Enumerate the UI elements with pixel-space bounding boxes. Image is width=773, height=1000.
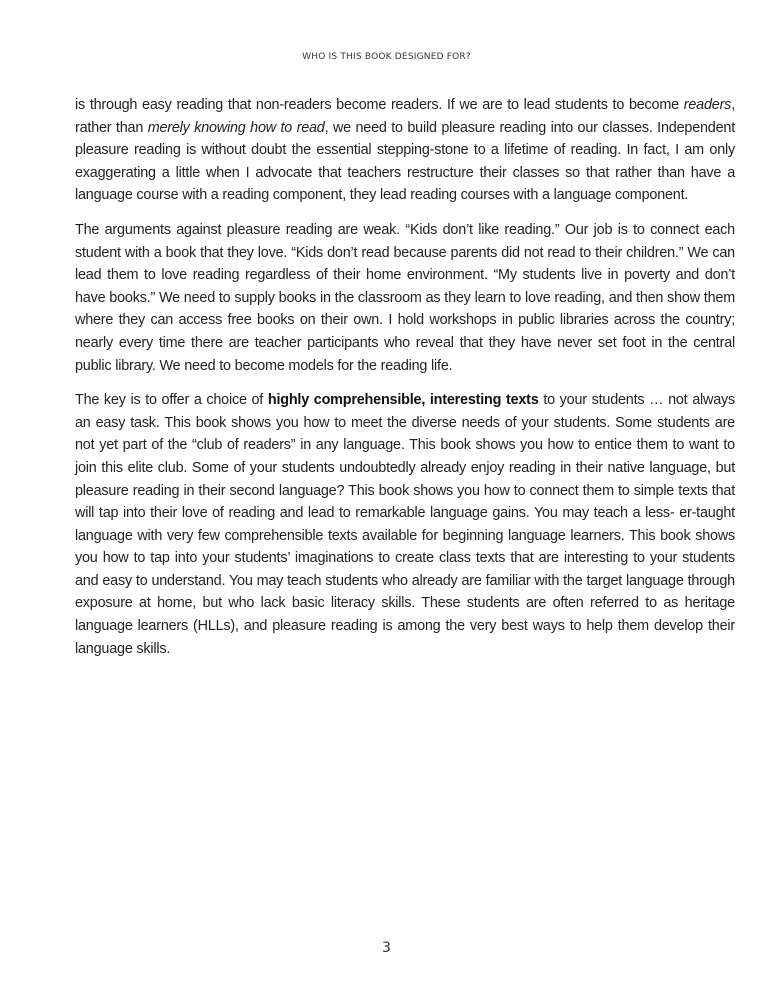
running-header: WHO IS THIS BOOK DESIGNED FOR? — [302, 52, 471, 62]
text-line — [75, 97, 735, 113]
text-run: rather than — [75, 119, 148, 136]
text-line — [75, 222, 735, 238]
text-run: , — [731, 97, 735, 113]
text-run: to as heritage language learners (HLLs), and pleasure reading is among the very best ways to help them — [75, 595, 735, 635]
text-run: nearly every time there are teacher participants who reveal that they have never set foot in the central — [75, 334, 735, 351]
paragraph — [75, 389, 735, 660]
text-line — [75, 312, 735, 328]
text-run: language course with a reading component, they lead reading courses with a language component. — [75, 187, 689, 204]
text-run: The arguments against pleasure reading are weak. “Kids don’t like reading.” Our job is to connect each — [75, 221, 735, 238]
text-run: your students and easy to understand. You may teach students who already are familiar with the target — [75, 550, 735, 589]
text-run: not yet part of the “club of readers” in any language. This book shows you how to entice them to want — [75, 437, 719, 454]
text-line — [75, 245, 735, 261]
text-run: public library. We need to become models for the reading life. — [75, 357, 453, 374]
text-line — [75, 392, 735, 408]
text-run: The key is to offer a choice of — [75, 392, 268, 409]
text-run: language through exposure at home, but who lack basic literacy skills. These students are often referred — [75, 572, 735, 612]
italic-text: merely knowing how to read — [147, 119, 325, 136]
text-run: lead them to love reading regardless of their home environment. “My students live in poverty and don’t — [75, 267, 735, 284]
text-line — [75, 290, 735, 306]
text-run: develop their language skills. — [75, 618, 735, 657]
text-run: , we need to build pleasure reading into our classes. Independent — [324, 119, 736, 136]
text-line — [75, 165, 735, 181]
text-line — [75, 187, 688, 203]
text-run: texts that will tap into their love of reading and lead to remarkable language gains. You may teach a less- — [75, 482, 735, 522]
text-line — [75, 142, 735, 158]
text-line — [75, 358, 452, 374]
text-run: exaggerating a little when I advocate that teachers restructure their classes so that rather than have a — [75, 164, 735, 181]
text-line — [75, 335, 735, 351]
text-run: is through easy reading that non-readers become readers. If we are to lead students to become — [75, 97, 684, 113]
text-run: where they can access free books on their own. I hold workshops in public libraries across the country; — [75, 312, 735, 329]
text-run: to your students … not always — [538, 392, 735, 409]
text-line — [75, 415, 735, 431]
text-line — [75, 267, 735, 283]
bold-text: highly comprehensible, interesting texts — [267, 392, 539, 409]
text-run: book shows you how to tap into your students’ imaginations to create class texts that are interesting to — [75, 527, 735, 567]
paragraph — [75, 219, 735, 377]
paragraph — [75, 94, 735, 207]
text-run: student with a book that they love. “Kids don’t read because parents did not read to their children.” We can — [75, 244, 735, 261]
text-run: er-taught language with very few comprehensible texts available for beginning language learners. This — [75, 505, 735, 544]
italic-text: readers — [683, 97, 732, 113]
text-line — [75, 437, 719, 453]
text-run: but pleasure reading in their second language? This book shows you how to connect them to simple — [75, 459, 735, 499]
text-run: pleasure reading is without doubt the essential stepping-stone to a lifetime of reading. In fact, I am only — [75, 142, 735, 159]
text-run: an easy task. This book shows you how to meet the diverse needs of your students. Some students are — [75, 414, 735, 431]
body-text — [75, 94, 735, 672]
text-line — [75, 120, 735, 136]
page-number: 3 — [382, 940, 391, 956]
text-run: to join this elite club. Some of your students undoubtedly already enjoy reading in their native language, — [75, 437, 735, 476]
text-run: have books.” We need to supply books in the classroom as they learn to love reading, and then show them — [75, 289, 735, 306]
